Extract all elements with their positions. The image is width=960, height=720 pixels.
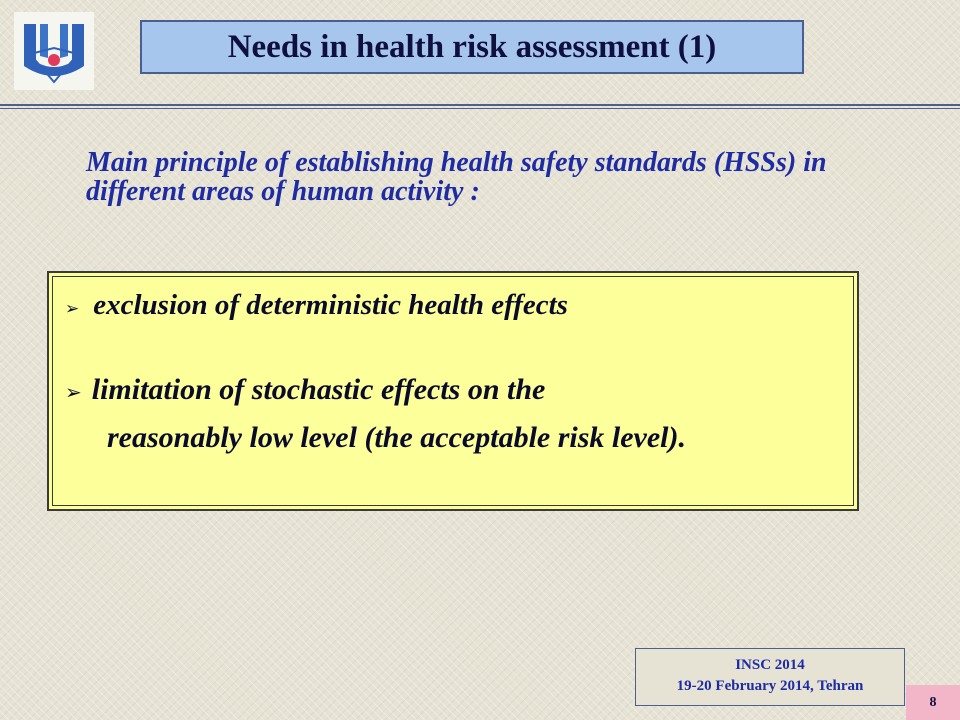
intro-text: Main principle of establishing health safety standards (HSSs) in different areas of human activity : xyxy=(86,147,827,207)
title-divider xyxy=(0,104,960,106)
page-number: 8 xyxy=(906,685,960,720)
organization-logo-icon xyxy=(14,12,94,90)
slide-title: Needs in health risk assessment (1) xyxy=(227,28,717,65)
effects-box xyxy=(47,271,859,511)
bullet-text: exclusion of deterministic health effects xyxy=(93,289,568,321)
arrow-bullet-icon: ➢ xyxy=(65,380,82,404)
arrow-bullet-icon: ➢ xyxy=(65,299,80,319)
bullet-item-stochastic xyxy=(65,373,545,407)
title-divider-thin xyxy=(0,108,960,109)
footer-box xyxy=(635,648,905,706)
bullet-continuation: reasonably low level (the acceptable risk level). xyxy=(107,421,687,454)
bullet-text: limitation of stochastic effects on the xyxy=(91,373,546,406)
bullet-item-deterministic xyxy=(65,289,568,322)
footer-date-location: 19-20 February 2014, Tehran xyxy=(676,678,864,694)
footer-conference: INSC 2014 xyxy=(735,657,805,673)
slide-title-box xyxy=(140,20,804,74)
